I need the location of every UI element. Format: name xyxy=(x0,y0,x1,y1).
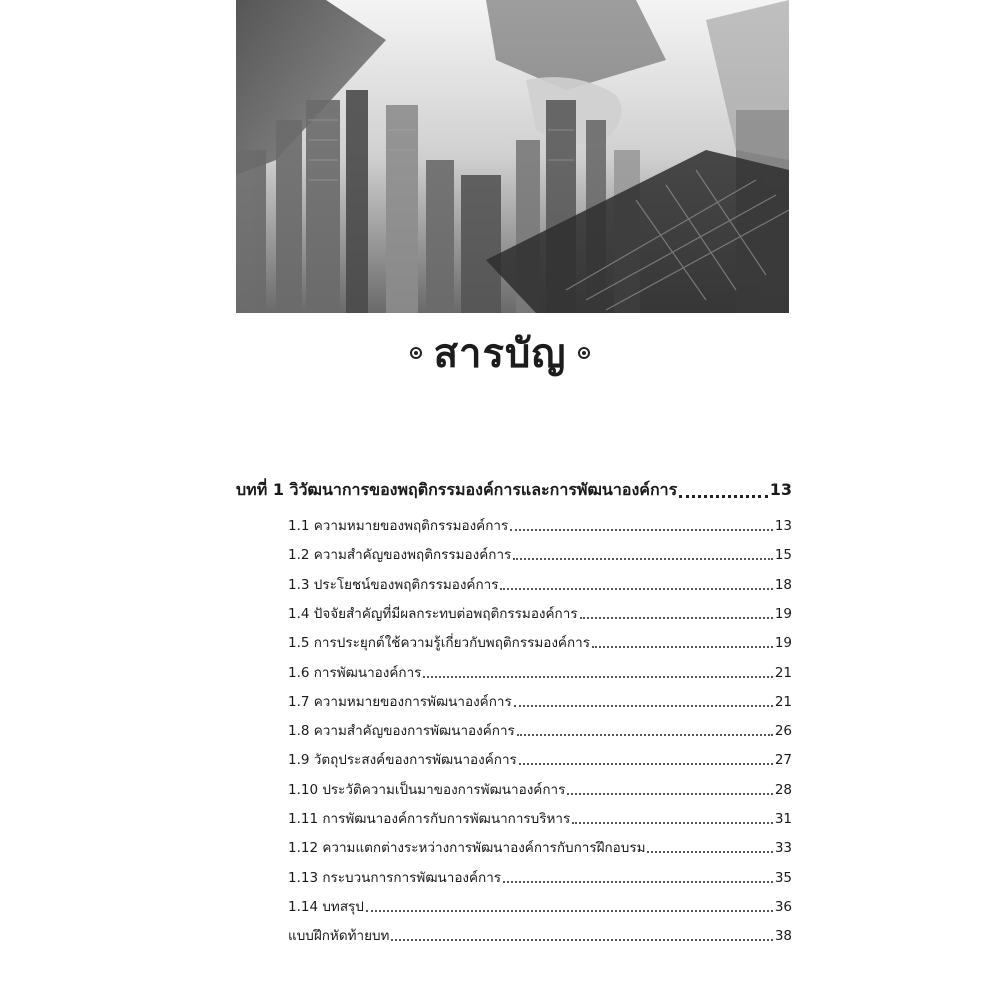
toc-entry-label: 1.4 ปัจจัยสำคัญที่มีผลกระทบต่อพฤติกรรมองค์การ xyxy=(288,605,578,622)
toc-entry[interactable] xyxy=(288,719,792,741)
toc-entry[interactable] xyxy=(288,514,792,536)
toc-entry-page: 21 xyxy=(774,664,792,681)
toc-entry-page: 21 xyxy=(774,693,792,710)
dot-leader xyxy=(500,588,772,590)
toc-entry-label: 1.10 ประวัติความเป็นมาของการพัฒนาองค์การ xyxy=(288,781,566,798)
toc-entry[interactable] xyxy=(288,836,792,858)
toc-entry-page: 27 xyxy=(774,752,792,769)
toc-entry[interactable] xyxy=(288,573,792,595)
toc-entry-label: 1.8 ความสำคัญของการพัฒนาองค์การ xyxy=(288,723,515,740)
toc-entry[interactable] xyxy=(288,661,792,683)
dot-leader xyxy=(514,705,773,707)
toc-entry-page: 36 xyxy=(774,898,792,915)
dot-leader xyxy=(580,617,773,619)
toc-entry-page: 19 xyxy=(774,635,792,652)
toc-entry-label: 1.9 วัตถุประสงค์ของการพัฒนาองค์การ xyxy=(288,752,517,769)
dot-leader xyxy=(519,763,773,765)
city-laptop-photo-icon xyxy=(236,0,789,313)
toc-entry-label: 1.11 การพัฒนาองค์การกับการพัฒนาการบริหาร xyxy=(288,811,571,827)
bullet-ornament-icon xyxy=(578,347,590,359)
toc-entry[interactable] xyxy=(288,807,792,829)
dot-leader xyxy=(366,910,773,912)
toc-entry[interactable] xyxy=(288,690,792,712)
bullet-ornament-icon xyxy=(410,347,422,359)
toc-entry-label: 1.2 ความสำคัญของพฤติกรรมองค์การ xyxy=(288,547,512,564)
toc-entry[interactable] xyxy=(288,778,792,800)
toc-entry-label: 1.14 บทสรุป xyxy=(288,898,364,915)
toc-chapter-heading[interactable] xyxy=(236,478,792,503)
dot-leader xyxy=(572,822,773,824)
toc-entry-label: 1.5 การประยุกต์ใช้ความรู้เกี่ยวกับพฤติกรรมองค์การ xyxy=(288,635,590,652)
toc-entry-label: 1.1 ความหมายของพฤติกรรมองค์การ xyxy=(288,518,509,534)
dot-leader xyxy=(503,881,773,883)
dot-leader xyxy=(647,851,772,853)
toc-entry-page: 15 xyxy=(774,547,792,564)
toc-chapter-page: 13 xyxy=(769,480,792,499)
toc-entry-label: 1.13 กระบวนการการพัฒนาองค์การ xyxy=(288,869,502,886)
dot-leader xyxy=(423,676,772,678)
toc-entry-label: 1.12 ความแตกต่างระหว่างการพัฒนาองค์การกับการฝึกอบรม xyxy=(288,840,646,857)
dot-leader xyxy=(510,529,773,531)
toc-entry[interactable] xyxy=(288,748,792,770)
toc-entry-page: 26 xyxy=(774,723,792,740)
toc-entry[interactable] xyxy=(288,895,792,917)
toc-entry[interactable] xyxy=(288,543,792,565)
toc-entry-page: 19 xyxy=(774,605,792,622)
toc-entry-page: 13 xyxy=(774,518,792,534)
dot-leader xyxy=(391,939,772,941)
toc-entry-page: 18 xyxy=(774,576,792,593)
toc-chapter-label: บทที่ 1 วิวัฒนาการของพฤติกรรมองค์การและการพัฒนาองค์การ xyxy=(236,480,678,499)
toc-entry-label: 1.6 การพัฒนาองค์การ xyxy=(288,664,422,681)
hero-image xyxy=(236,0,789,313)
dot-leader xyxy=(592,646,773,648)
page-title-block xyxy=(0,318,1000,388)
toc-entry-page: 35 xyxy=(774,869,792,886)
dot-leader xyxy=(679,495,768,498)
page-title: สารบัญ xyxy=(433,331,567,377)
toc-entry-label: 1.3 ประโยชน์ของพฤติกรรมองค์การ xyxy=(288,576,499,593)
toc-entry-page: 33 xyxy=(774,840,792,857)
toc-entry-page: 38 xyxy=(774,928,792,945)
dot-leader xyxy=(513,558,773,560)
toc-entry-label: 1.7 ความหมายของการพัฒนาองค์การ xyxy=(288,693,512,710)
toc-entry-page: 31 xyxy=(774,811,792,827)
dot-leader xyxy=(567,793,772,795)
toc-entry-page: 28 xyxy=(774,781,792,798)
toc-entry-label: แบบฝึกหัดท้ายบท xyxy=(288,928,390,945)
dot-leader xyxy=(517,734,773,736)
toc-entry[interactable] xyxy=(288,631,792,653)
toc-entry[interactable] xyxy=(288,924,792,946)
toc-entry[interactable] xyxy=(288,866,792,888)
toc-entry[interactable] xyxy=(288,602,792,624)
